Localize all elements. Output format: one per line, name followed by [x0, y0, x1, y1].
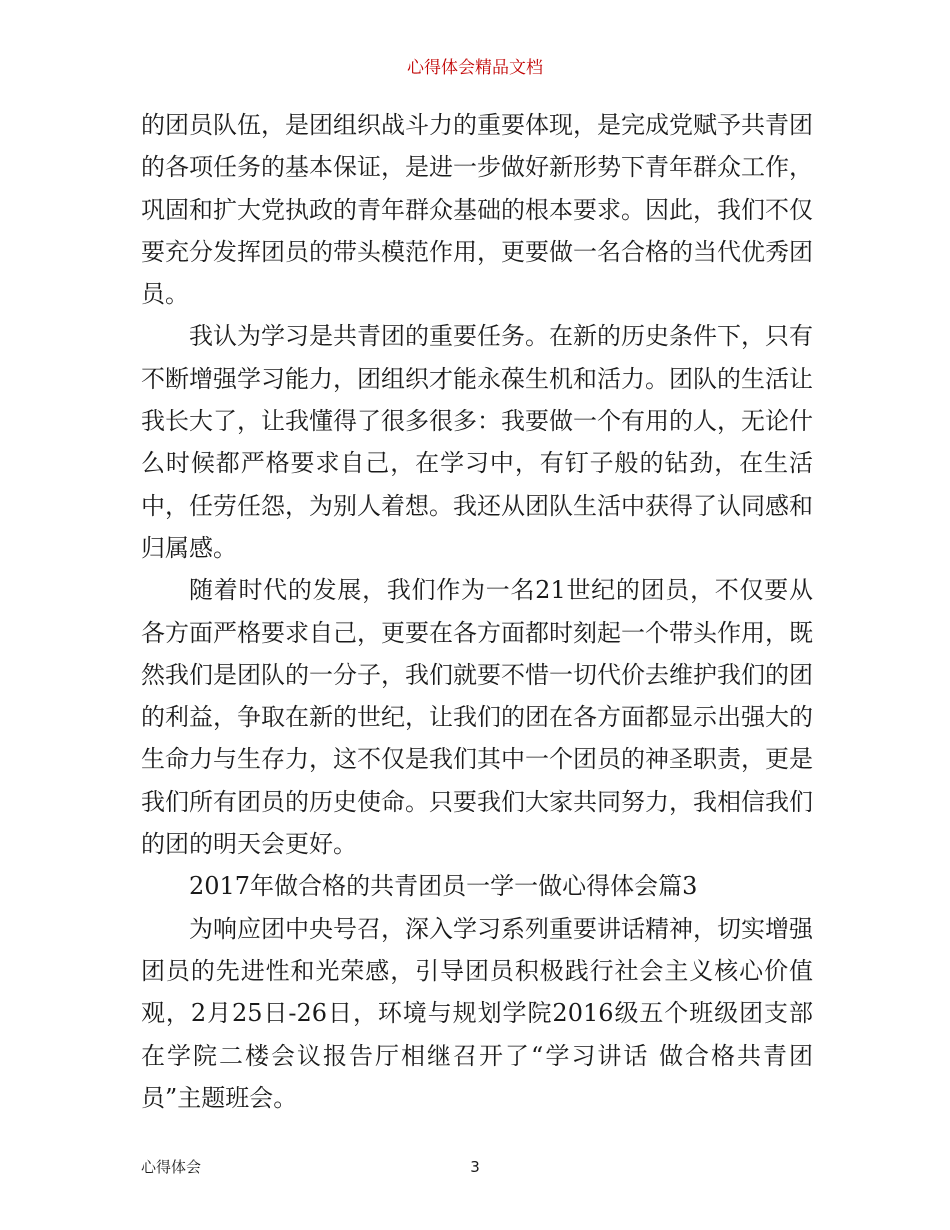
footer-label: 心得体会	[141, 1158, 202, 1176]
page-header-title: 心得体会精品文档	[407, 58, 543, 78]
paragraph-3: 随着时代的发展，我们作为一名21世纪的团员，不仅要从各方面严格要求自己，更要在各方面都时刻起一个带头作用，既然我们是团队的一分子，我们就要不惜一切代价去维护我们的团的利益，争取在新的世纪，让我们的团在各方面都显示出强大的生命力与生存力，这不仅是我们其中一个团员的神圣职责，更是我们所有团员的历史使命。只要我们大家共同努力，我相信我们的团的明天会更好。	[141, 576, 813, 859]
document-body	[141, 104, 813, 1119]
page-number: 3	[470, 1158, 480, 1176]
paragraph-2: 我认为学习是共青团的重要任务。在新的历史条件下，只有不断增强学习能力，团组织才能永葆生机和活力。团队的生活让我长大了，让我懂得了很多很多：我要做一个有用的人，无论什么时候都严格要求自己，在学习中，有钉子般的钻劲，在生活中，任劳任怨，为别人着想。我还从团队生活中获得了认同感和归属感。	[141, 322, 813, 562]
section-heading: 2017年做合格的共青团员一学一做心得体会篇3	[189, 872, 698, 901]
paragraph-1: 的团员队伍，是团组织战斗力的重要体现，是完成党赋予共青团的各项任务的基本保证，是进一步做好新形势下青年群众工作，巩固和扩大党执政的青年群众基础的根本要求。因此，我们不仅要充分发挥团员的带头模范作用，更要做一名合格的当代优秀团员。	[141, 111, 813, 309]
paragraph-4: 为响应团中央号召，深入学习系列重要讲话精神，切实增强团员的先进性和光荣感，引导团员积极践行社会主义核心价值观，2月25日-26日，环境与规划学院2016级五个班级团支部在学院二楼会议报告厅相继召开了“学习讲话 做合格共青团员”主题班会。	[141, 914, 813, 1112]
